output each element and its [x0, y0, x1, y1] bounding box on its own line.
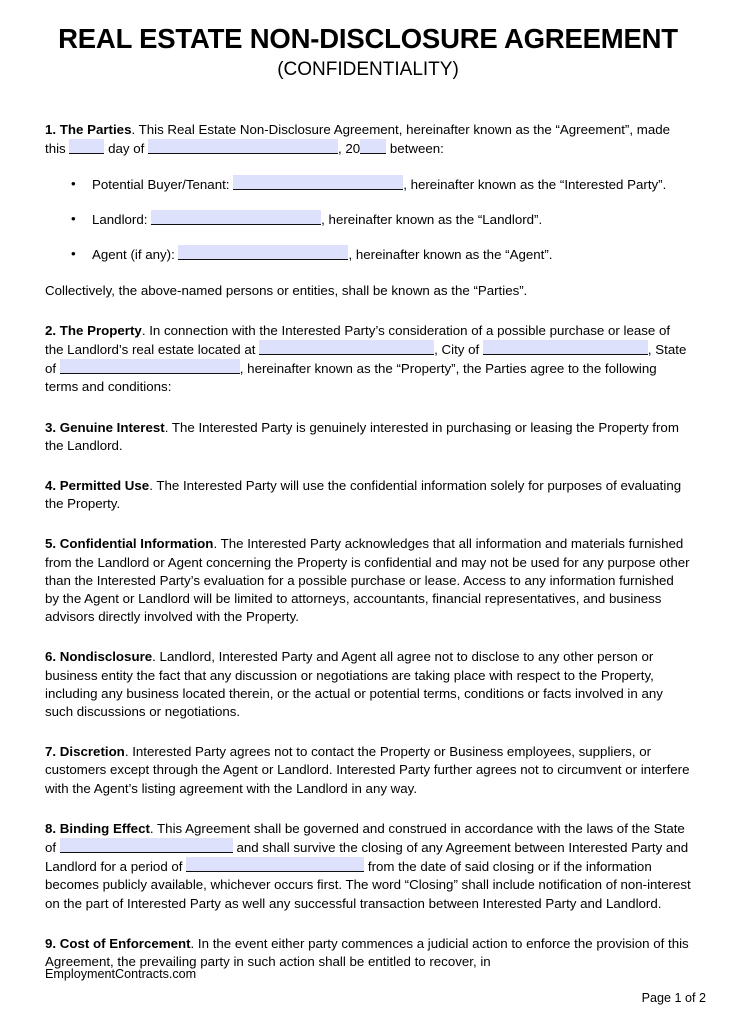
- page-title: REAL ESTATE NON-DISCLOSURE AGREEMENT: [58, 23, 678, 54]
- section-genuine-interest-text: . The Interested Party is genuinely interested in purchasing or leasing the Property from the Landlord.: [45, 419, 679, 453]
- section-parties-heading: 1. The Parties: [45, 121, 132, 137]
- section-confidential-information: [45, 535, 691, 626]
- blank-year[interactable]: [360, 139, 386, 154]
- blank-agent-name[interactable]: [178, 245, 348, 260]
- spacer: [45, 626, 691, 648]
- list-item-label: Landlord:: [92, 212, 152, 228]
- section-genuine-interest: [45, 419, 691, 455]
- blank-month[interactable]: [148, 139, 338, 154]
- section-confidential-information-text: . The Interested Party acknowledges that all information and materials furnished from the Landlord or Agent concerning the Property is confidential and may not be used for any purpose other than the Interested Party’s evaluation for a possible purchase or lease. Access to any information furnished by the Agent or Landlord will be limited to attorneys, accountants, financial representatives, and business advisors directly involved with the Property.: [45, 536, 690, 625]
- spacer: [45, 300, 691, 322]
- spacer: [45, 455, 691, 477]
- section-parties-text-c: , 20: [338, 140, 361, 156]
- section-nondisclosure-heading: 6. Nondisclosure: [45, 649, 153, 665]
- section-confidential-information-heading: 5. Confidential Information: [45, 536, 214, 552]
- blank-day[interactable]: [69, 139, 104, 154]
- section-nondisclosure: [45, 648, 691, 721]
- section-genuine-interest-heading: 3. Genuine Interest: [45, 419, 165, 435]
- section-property-text-b: , City of: [434, 342, 483, 358]
- blank-period[interactable]: [186, 857, 364, 872]
- spacer: [45, 265, 691, 282]
- blank-interested-party-name[interactable]: [233, 175, 403, 190]
- blank-landlord-name[interactable]: [151, 210, 321, 225]
- blank-property-city[interactable]: [483, 340, 648, 355]
- bullet-icon: •: [71, 176, 76, 191]
- list-item-label: Potential Buyer/Tenant:: [92, 177, 234, 192]
- spacer: [45, 158, 691, 175]
- section-binding-effect-text-b: and shall survive the closing of any Agreement between Interested Party and Landlord for a period of: [45, 840, 689, 875]
- collectively-clause: Collectively, the above-named persons or entities, shall be known as the “Parties”.: [45, 282, 528, 298]
- page-subtitle: (CONFIDENTIALITY): [277, 58, 459, 80]
- parties-list: [45, 175, 691, 265]
- section-permitted-use-text: . The Interested Party will use the confidential information solely for purposes of evaluating the Property.: [45, 478, 682, 512]
- page-footer: [45, 966, 706, 1006]
- list-item-interested-party: [45, 175, 691, 194]
- section-property-text-d: , hereinafter known as the “Property”, the Parties agree to the following terms and conditions:: [45, 361, 657, 395]
- list-item-agent: [45, 245, 691, 264]
- section-property-text-c: , State of: [45, 342, 687, 377]
- list-item-after: , hereinafter known as the “Landlord”.: [321, 212, 543, 228]
- list-item-after: , hereinafter known as the “Agent”.: [348, 247, 553, 263]
- section-permitted-use-heading: 4. Permitted Use: [45, 478, 150, 494]
- bullet-icon: •: [71, 246, 76, 262]
- spacer: [45, 397, 691, 419]
- section-binding-effect-text-c: from the date of said closing or if the information becomes publicly available, whichever occurs first. The word “Closing” shall include notification of non-interest on the part of Interested Party as well any successful transaction between Interested Party and Landlord.: [45, 859, 691, 911]
- spacer: [45, 104, 691, 121]
- section-property-heading: 2. The Property: [45, 322, 142, 338]
- blank-property-state[interactable]: [60, 359, 240, 374]
- section-binding-effect-heading: 8. Binding Effect: [45, 820, 150, 836]
- section-discretion-heading: 7. Discretion: [45, 744, 125, 760]
- section-parties-text-a: . This Real Estate Non-Disclosure Agreement, hereinafter known as the “Agreement”, made this: [45, 121, 671, 156]
- spacer: [45, 798, 691, 820]
- section-property-text-a: . In connection with the Interested Party’s consideration of a possible purchase or lease of the Landlord’s real estate located at: [45, 322, 671, 358]
- title-block: [45, 24, 691, 82]
- section-binding-effect-text-a: . This Agreement shall be governed and construed in accordance with the laws of the State of: [45, 820, 685, 856]
- spacer: [45, 721, 691, 743]
- spacer: [45, 513, 691, 535]
- list-item-landlord: [45, 210, 691, 229]
- document-body: [45, 0, 691, 971]
- section-property: [45, 322, 691, 397]
- section-cost-of-enforcement-heading: 9. Cost of Enforcement: [45, 935, 191, 951]
- spacer: [45, 913, 691, 935]
- section-permitted-use: [45, 477, 691, 513]
- section-parties-text-b: day of: [104, 140, 149, 156]
- section-parties-text-d: between:: [386, 140, 444, 156]
- section-binding-effect: [45, 820, 691, 913]
- section-parties: [45, 121, 691, 158]
- section-cost-of-enforcement-text: . In the event either party commences a judicial action to enforce the provision of this Agreement, the prevailing party in such action shall be entitled to recover, in: [45, 935, 689, 970]
- blank-governing-state[interactable]: [60, 838, 233, 853]
- section-nondisclosure-text: . Landlord, Interested Party and Agent all agree not to disclose to any other person or business entity the fact that any discussion or negotiations are taking place with respect to the Property, including any business located therein, or the actual or potential terms, conditions or facts involved in any such discussions or negotiations.: [45, 649, 663, 720]
- footer-site-name: EmploymentContracts.com: [45, 967, 197, 981]
- bullet-icon: •: [71, 211, 76, 227]
- list-item-label: Agent (if any):: [92, 247, 179, 263]
- spacer: [45, 82, 691, 104]
- section-discretion-text: . Interested Party agrees not to contact the Property or Business employees, suppliers, or customers except through the Agent or Landlord. Interested Party further agrees not to circumvent or interfere with the Agent’s listing agreement with the Landlord in any way.: [45, 744, 690, 796]
- list-item-after: , hereinafter known as the “Interested Party”.: [403, 177, 667, 192]
- footer-page-number: Page 1 of 2: [641, 991, 706, 1005]
- blank-property-address[interactable]: [259, 340, 434, 355]
- section-discretion: [45, 743, 691, 798]
